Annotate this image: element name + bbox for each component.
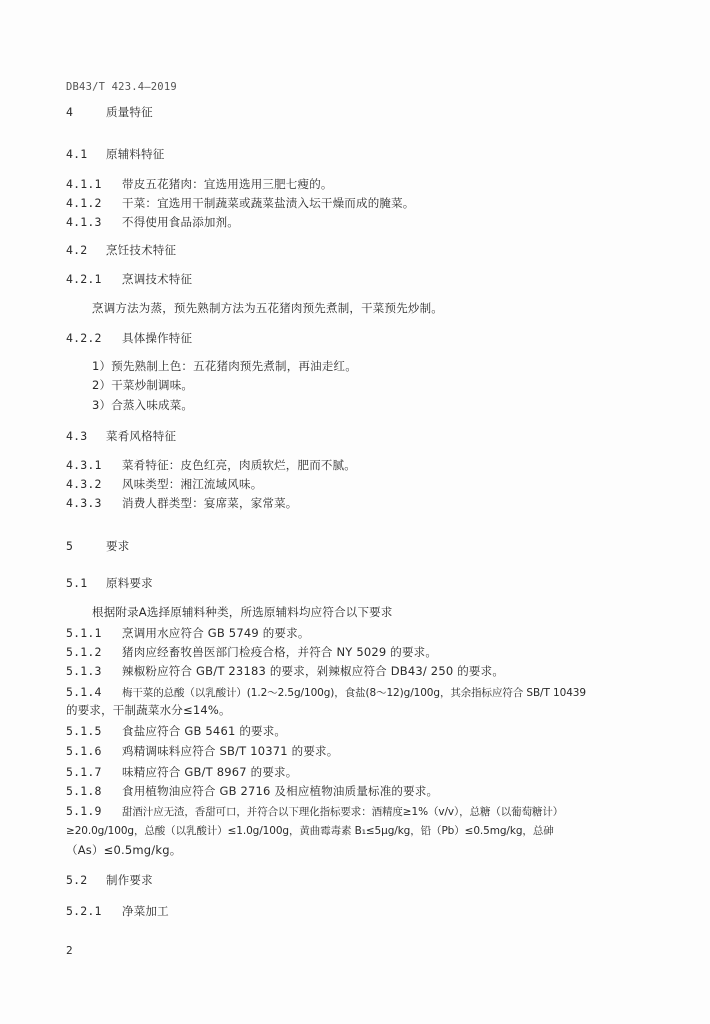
- section-title: 烹调技术特征: [122, 272, 193, 286]
- subsubsection-heading: [66, 271, 192, 287]
- clause-number: 4.1.1: [66, 177, 102, 191]
- clause-line: [66, 195, 415, 211]
- clause-line: [66, 783, 438, 799]
- clause-number: 5.1.1: [66, 626, 102, 640]
- section-title: 原料要求: [106, 576, 153, 590]
- clause-text: 食盐应符合 GB 5461 的要求。: [122, 724, 287, 738]
- section-title: 烹饪技术特征: [106, 243, 177, 257]
- paragraph: 根据附录A选择原辅料种类，所选原辅料均应符合以下要求: [92, 605, 393, 619]
- clause-line: [66, 723, 286, 739]
- section-title: 要求: [106, 539, 130, 553]
- clause-text: 食用植物油应符合 GB 2716 及相应植物油质量标准的要求。: [122, 784, 439, 798]
- clause-text: 不得使用食品添加剂。: [122, 215, 239, 229]
- clause-line: [66, 803, 563, 820]
- subsection-heading: [66, 242, 176, 258]
- section-number: 5.2: [66, 873, 88, 887]
- clause-number: 5.1.8: [66, 784, 102, 798]
- section-number: 4.2.2: [66, 331, 102, 345]
- clause-text: 鸡精调味料应符合 SB/T 10371 的要求。: [122, 744, 339, 758]
- clause-number: 4.1.2: [66, 196, 102, 210]
- section-title: 原辅料特征: [106, 147, 165, 161]
- clause-number: 4.3.3: [66, 496, 102, 510]
- clause-number: 5.1.5: [66, 724, 102, 738]
- clause-continuation: 的要求，干制蔬菜水分≤14%。: [66, 703, 231, 717]
- section-number: 5.2.1: [66, 904, 102, 918]
- subsection-heading: [66, 146, 165, 162]
- subsection-heading: [66, 575, 153, 591]
- section-title: 具体操作特征: [122, 331, 193, 345]
- clause-line: [66, 457, 356, 473]
- clause-text: 烹调用水应符合 GB 5749 的要求。: [122, 626, 310, 640]
- clause-text: 梅干菜的总酸（以乳酸计）(1.2～2.5g/100g)，食盐(8～12)g/100g，其余指标应符合 SB/T 10439: [122, 687, 586, 699]
- document-header: DB43/T 423.4—2019: [66, 81, 177, 93]
- clause-number: 5.1.7: [66, 765, 102, 779]
- clause-number: 4.3.1: [66, 458, 102, 472]
- clause-number: 5.1.4: [66, 685, 102, 699]
- clause-line: [66, 684, 586, 701]
- clause-number: 4.3.2: [66, 477, 102, 491]
- clause-line: [66, 663, 504, 679]
- clause-line: [66, 764, 297, 780]
- clause-text: 带皮五花猪肉：宜选用选用三肥七瘦的。: [122, 177, 333, 191]
- clause-line: [66, 644, 437, 660]
- clause-number: 5.1.6: [66, 744, 102, 758]
- section-number: 4.2.1: [66, 272, 102, 286]
- section-number: 4.3: [66, 429, 88, 443]
- clause-line: [66, 743, 338, 759]
- clause-continuation: ≥20.0g/100g，总酸（以乳酸计）≤1.0g/100g，黄曲霉毒素 B₁≤5μg/kg，铅（Pb）≤0.5mg/kg，总砷: [66, 825, 554, 837]
- clause-text: 味精应符合 GB/T 8967 的要求。: [122, 765, 298, 779]
- subsection-heading: [66, 872, 153, 888]
- section-number: 4.2: [66, 243, 88, 257]
- clause-number: 5.1.9: [66, 804, 102, 818]
- clause-line: [66, 495, 298, 511]
- section-number: 5.1: [66, 576, 88, 590]
- clause-text: 甜酒汁应无渣，香甜可口，并符合以下理化指标要求：酒精度≥1%（v/v），总糖（以葡萄糖计）: [122, 806, 564, 818]
- section-title: 制作要求: [106, 873, 153, 887]
- section-number: 5: [66, 539, 74, 553]
- section-heading: [66, 104, 153, 120]
- clause-text: 风味类型：湘江流域风味。: [122, 477, 263, 491]
- clause-number: 4.1.3: [66, 215, 102, 229]
- clause-text: 辣椒粉应符合 GB/T 23183 的要求，剁辣椒应符合 DB43/ 250 的要求。: [122, 664, 505, 678]
- list-item: 2）干菜炒制调味。: [92, 378, 194, 392]
- clause-text: 消费人群类型：宴席菜，家常菜。: [122, 496, 298, 510]
- section-heading: [66, 538, 129, 554]
- clause-text: 菜肴特征：皮色红亮，肉质软烂，肥而不腻。: [122, 458, 356, 472]
- clause-continuation: （As）≤0.5mg/kg。: [66, 843, 182, 857]
- clause-line: [66, 214, 239, 230]
- page-number: 2: [66, 944, 73, 957]
- section-number: 4.1: [66, 147, 88, 161]
- section-title: 质量特征: [106, 105, 153, 119]
- list-item: 1）预先熟制上色：五花猪肉预先煮制，再油走红。: [92, 359, 357, 373]
- subsubsection-heading: [66, 903, 169, 919]
- section-title: 净菜加工: [122, 904, 169, 918]
- list-item: 3）合蒸入味成菜。: [92, 398, 194, 412]
- section-title: 菜肴风格特征: [106, 429, 177, 443]
- section-number: 4: [66, 105, 74, 119]
- clause-number: 5.1.2: [66, 645, 102, 659]
- clause-line: [66, 176, 333, 192]
- clause-line: [66, 625, 310, 641]
- clause-text: 猪肉应经畜牧兽医部门检疫合格，并符合 NY 5029 的要求。: [122, 645, 438, 659]
- subsubsection-heading: [66, 330, 192, 346]
- clause-line: [66, 476, 262, 492]
- clause-number: 5.1.3: [66, 664, 102, 678]
- clause-text: 干菜：宜选用干制蔬菜或蔬菜盐渍入坛干燥而成的腌菜。: [122, 196, 415, 210]
- subsection-heading: [66, 428, 176, 444]
- paragraph: 烹调方法为蒸，预先熟制方法为五花猪肉预先煮制，干菜预先炒制。: [92, 301, 443, 315]
